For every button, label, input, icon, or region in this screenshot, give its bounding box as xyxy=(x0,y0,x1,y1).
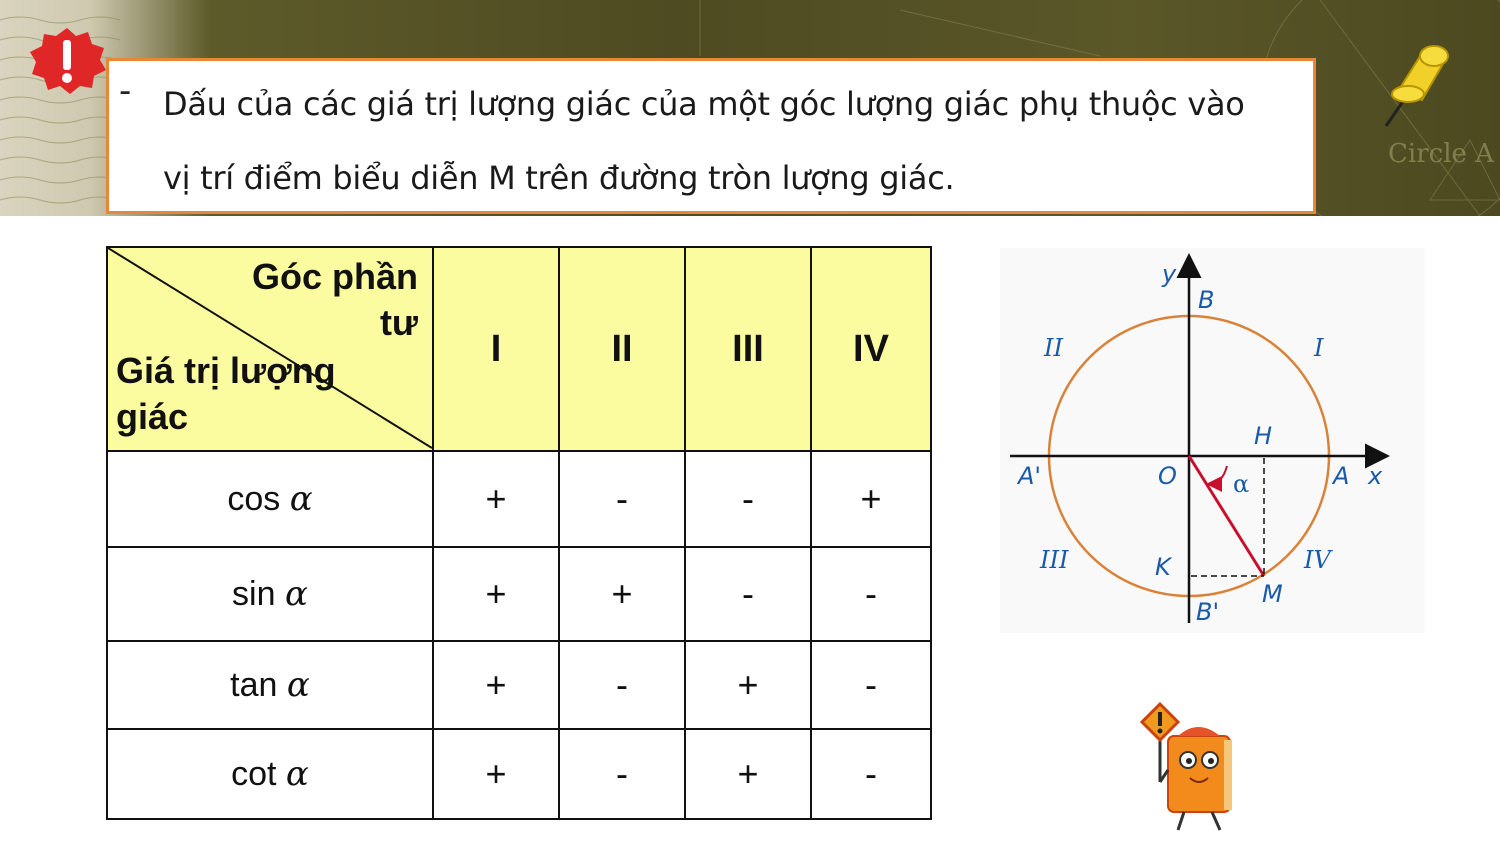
func-variable: α xyxy=(286,665,310,705)
quadrant-header: II xyxy=(559,247,685,451)
table-row xyxy=(107,451,931,547)
table-row xyxy=(107,729,931,819)
sign-cell: - xyxy=(811,547,931,641)
row-label-sin xyxy=(107,547,433,641)
label-x: x xyxy=(1368,462,1383,490)
quadrant-header: IV xyxy=(811,247,931,451)
label-K: K xyxy=(1155,553,1171,581)
row-label-cos xyxy=(107,451,433,547)
label-M: M xyxy=(1262,580,1283,608)
row-label-tan xyxy=(107,641,433,729)
func-variable: α xyxy=(289,479,313,519)
sign-cell: + xyxy=(685,729,811,819)
label-B-prime: B' xyxy=(1196,598,1220,626)
note-text xyxy=(163,67,1313,215)
corner-label-trig-value: Giá trị lượng giác xyxy=(116,350,336,437)
func-name: cos xyxy=(227,480,281,518)
label-quadrant-2: II xyxy=(1044,334,1063,362)
label-alpha: α xyxy=(1233,470,1250,498)
sign-cell: + xyxy=(433,451,559,547)
note-line-2: vị trí điểm biểu diễn M trên đường tròn lượng giác. xyxy=(163,159,955,197)
row-label-cot xyxy=(107,729,433,819)
label-A: A xyxy=(1333,462,1350,490)
label-B: B xyxy=(1198,286,1215,314)
sign-cell: + xyxy=(433,547,559,641)
sign-cell: - xyxy=(685,547,811,641)
label-A-prime: A' xyxy=(1018,462,1042,490)
banner-watermark: Circle A xyxy=(1388,139,1494,169)
trig-circle-diagram xyxy=(1000,248,1425,633)
label-quadrant-4: IV xyxy=(1304,546,1331,574)
sign-cell: - xyxy=(811,641,931,729)
note-bullet: - xyxy=(119,71,132,111)
quadrant-header: III xyxy=(685,247,811,451)
sign-cell: + xyxy=(433,641,559,729)
func-variable: α xyxy=(285,754,309,794)
table-corner-cell xyxy=(107,247,433,451)
label-O: O xyxy=(1158,462,1177,490)
sign-cell: - xyxy=(685,451,811,547)
sign-table xyxy=(106,246,932,820)
sign-cell: - xyxy=(811,729,931,819)
func-name: tan xyxy=(230,666,278,704)
sign-cell: + xyxy=(433,729,559,819)
angle-arc xyxy=(1210,466,1227,484)
exclamation-badge-icon xyxy=(28,26,106,96)
quadrant-header: I xyxy=(433,247,559,451)
sign-cell: - xyxy=(559,729,685,819)
radius-OM xyxy=(1189,456,1264,576)
sign-cell: + xyxy=(685,641,811,729)
label-H: H xyxy=(1254,422,1273,450)
func-name: sin xyxy=(232,575,276,613)
pushpin-icon xyxy=(1378,40,1450,132)
label-quadrant-3: III xyxy=(1040,546,1069,574)
sign-cell: - xyxy=(559,641,685,729)
func-variable: α xyxy=(284,574,308,614)
table-header-row xyxy=(107,247,931,451)
note-box xyxy=(106,58,1316,214)
book-mascot-warning-icon xyxy=(1138,700,1238,832)
table-row xyxy=(107,547,931,641)
sign-cell: + xyxy=(559,547,685,641)
sign-cell: - xyxy=(559,451,685,547)
label-quadrant-1: I xyxy=(1314,334,1324,362)
corner-label-quadrant: Góc phần tư xyxy=(251,256,418,343)
func-name: cot xyxy=(231,755,277,793)
sign-cell: + xyxy=(811,451,931,547)
label-y: y xyxy=(1162,260,1177,288)
table-row xyxy=(107,641,931,729)
note-line-1: Dấu của các giá trị lượng giác của một góc lượng giác phụ thuộc vào xyxy=(163,85,1245,123)
